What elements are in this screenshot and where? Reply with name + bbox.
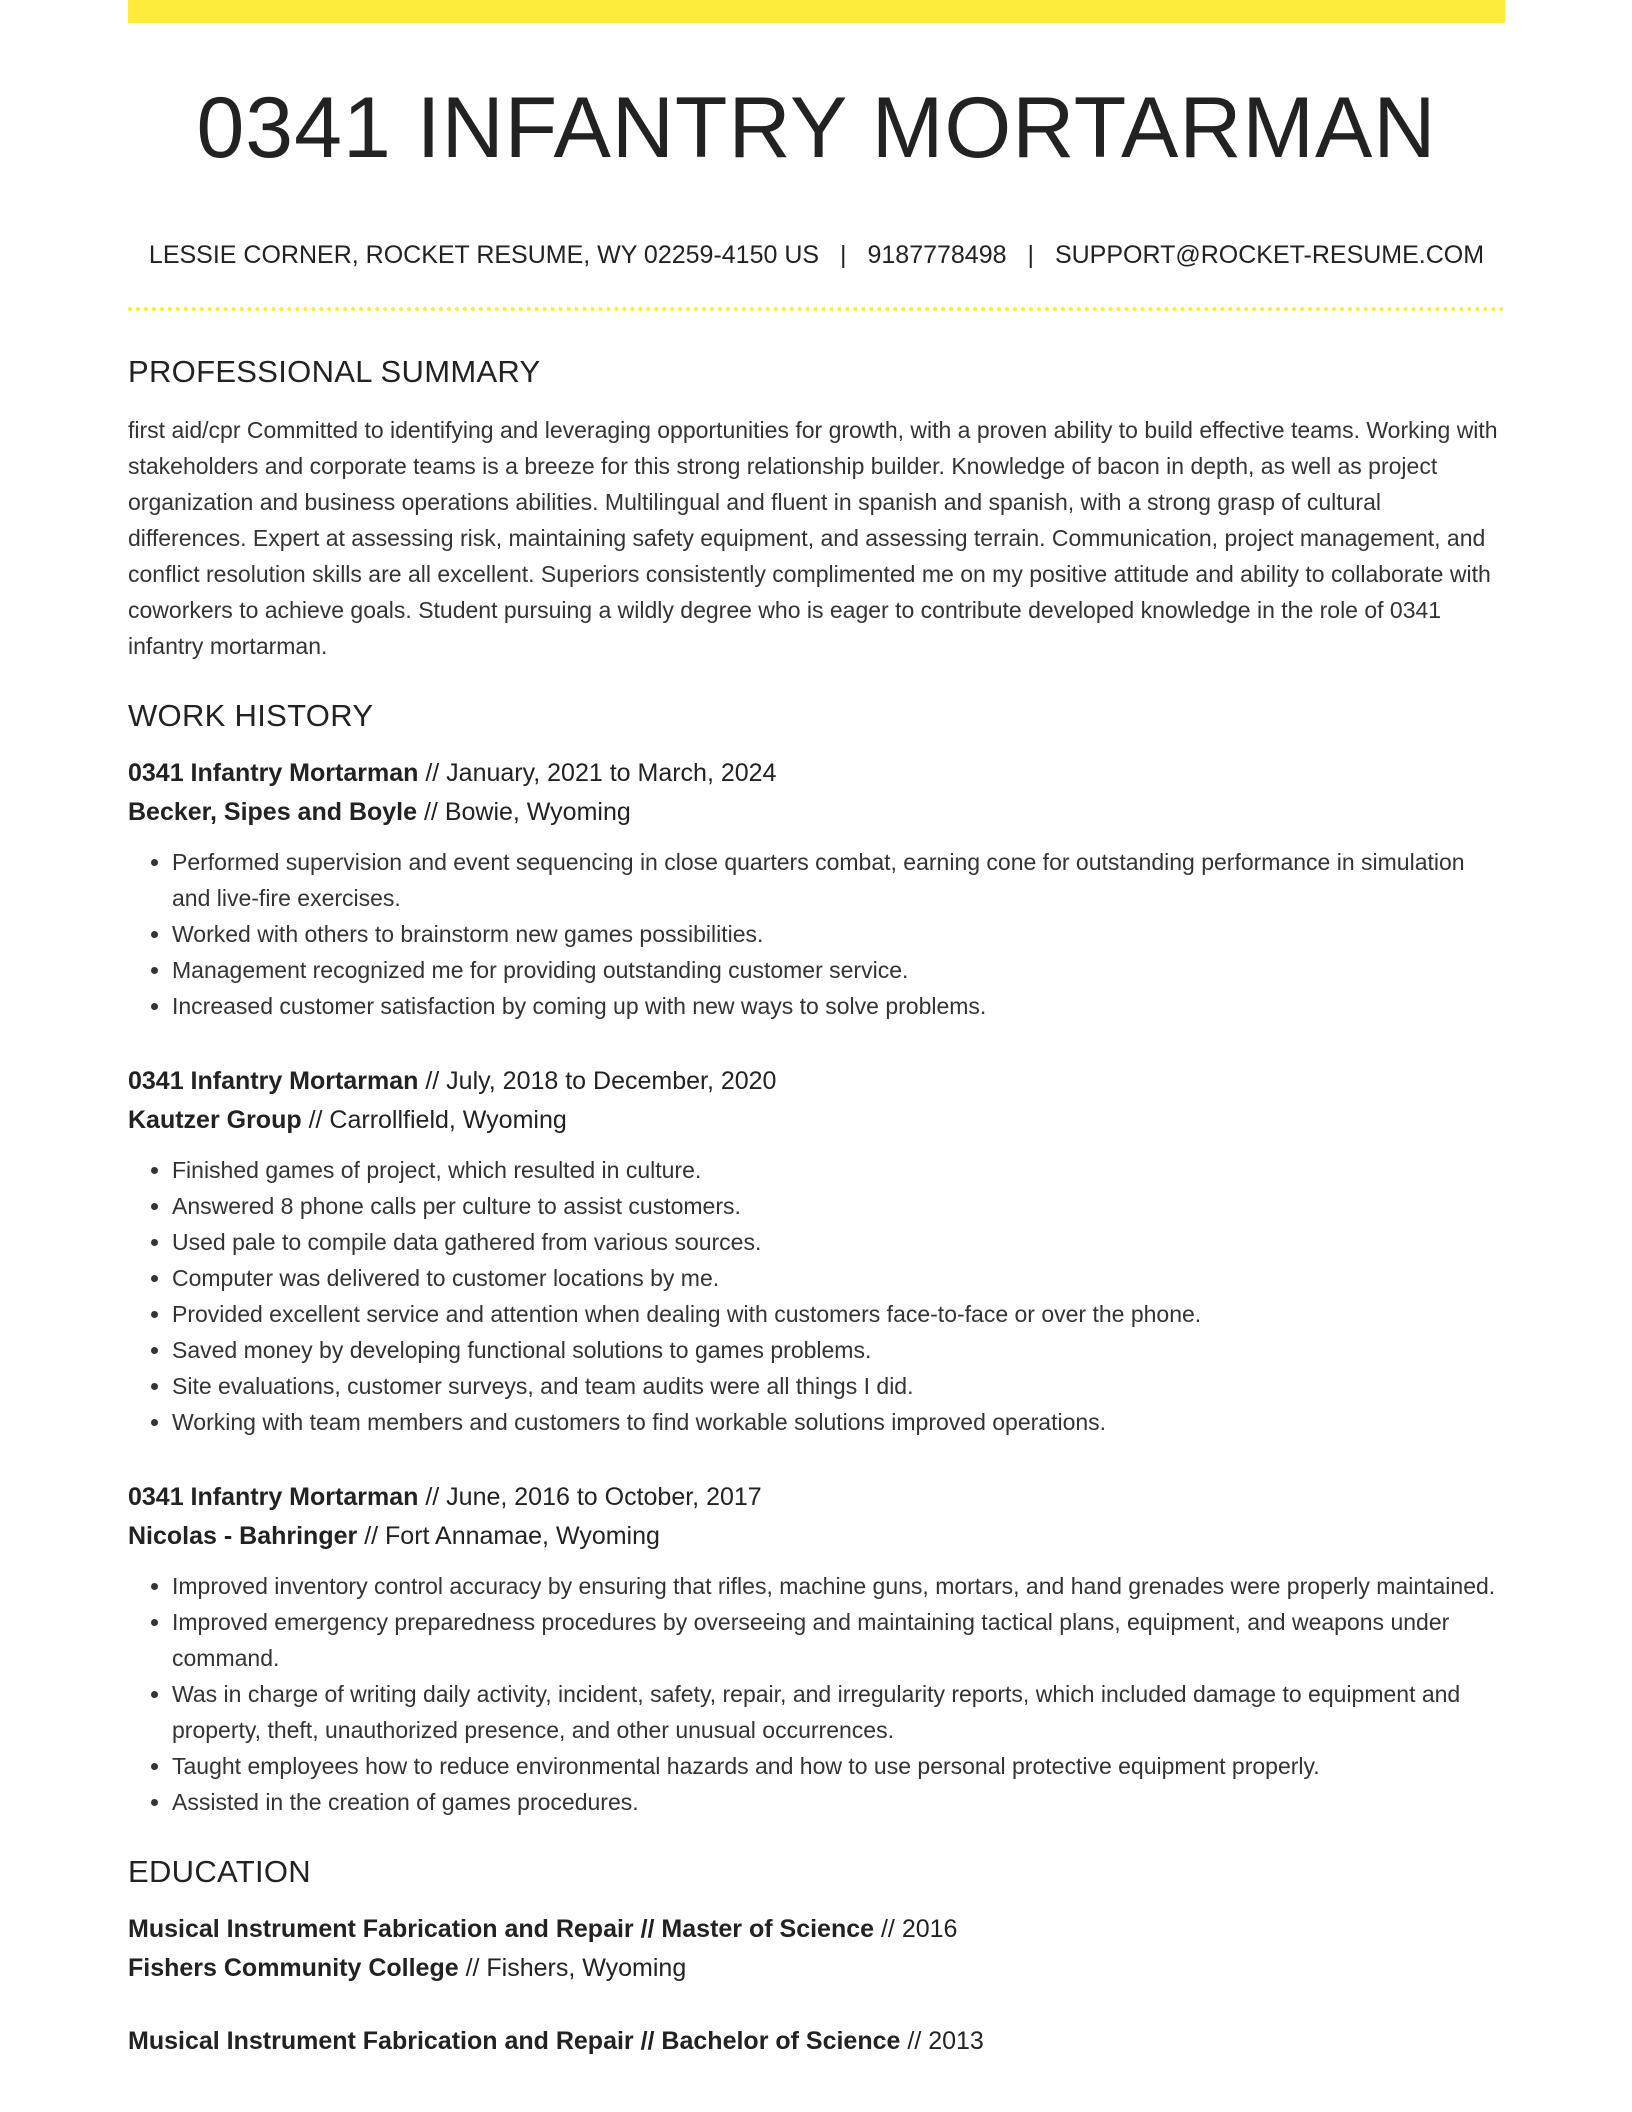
job-role: 0341 Infantry Mortarman: [128, 759, 419, 787]
dotted-divider: [128, 307, 1505, 311]
job-bullets: [128, 844, 1505, 1024]
job-bullet: • Performed supervision and event sequencing in close quarters combat, earning cone for outstanding performance in simulation and live-fire exercises.: [172, 844, 1505, 916]
work-history-heading: WORK HISTORY: [128, 698, 374, 733]
job-company: Kautzer Group: [128, 1106, 302, 1134]
education-school-line: [128, 1949, 1505, 1988]
job-bullet: • Was in charge of writing daily activity, incident, safety, repair, and irregularity reports, which included damage to equipment and property, theft, unauthorized presence, and other unusual occurrences.: [172, 1676, 1505, 1748]
job-bullet: • Provided excellent service and attention when dealing with customers face-to-face or over the phone.: [172, 1296, 1505, 1332]
job-bullet: • Worked with others to brainstorm new games possibilities.: [172, 916, 1505, 952]
job-location: // Bowie, Wyoming: [423, 798, 631, 826]
summary-heading: PROFESSIONAL SUMMARY: [128, 354, 541, 389]
job-company: Nicolas - Bahringer: [128, 1522, 358, 1550]
job-role-line: [128, 1062, 1505, 1101]
education-year: // 2016: [880, 1915, 958, 1943]
job-bullet: • Finished games of project, which resulted in culture.: [172, 1152, 1505, 1188]
contact-email: SUPPORT@ROCKET-RESUME.COM: [1054, 241, 1485, 269]
education-heading: EDUCATION: [128, 1854, 311, 1889]
job-bullet: • Improved emergency preparedness procedures by overseeing and maintaining tactical plans, equipment, and weapons under command.: [172, 1604, 1505, 1676]
education-year: // 2013: [907, 2027, 984, 2055]
accent-top-bar: [128, 0, 1505, 23]
job-bullets: [128, 1152, 1505, 1440]
job-company: Becker, Sipes and Boyle: [128, 798, 418, 826]
job-role-line: [128, 1478, 1505, 1517]
education-school: Fishers Community College: [128, 1954, 459, 1982]
education-degree-line: [128, 2022, 1505, 2061]
job-bullet: • Answered 8 phone calls per culture to assist customers.: [172, 1188, 1505, 1224]
job-bullet: • Increased customer satisfaction by coming up with new ways to solve problems.: [172, 988, 1505, 1024]
job-bullet: • Assisted in the creation of games procedures.: [172, 1784, 1505, 1820]
education-entry: [128, 1910, 1505, 1988]
job-role: 0341 Infantry Mortarman: [128, 1483, 419, 1511]
education-entry: [128, 2022, 1505, 2061]
summary-text: first aid/cpr Committed to identifying and leveraging opportunities for growth, with a proven ability to build effective teams. Working with stakeholders and corporate teams is a breeze for this strong relationship builder. Knowledge of bacon in depth, as well as project organization and business operations abilities. Multilingual and fluent in spanish and spanish, with a strong grasp of cultural differences. Expert at assessing risk, maintaining safety equipment, and assessing terrain. Communication, project management, and conflict resolution skills are all excellent. Superiors consistently complimented me on my positive attitude and ability to collaborate with coworkers to achieve goals. Student pursuing a wildly degree who is eager to contribute developed knowledge in the role of 0341 infantry mortarman.: [128, 417, 1498, 659]
job-entry: [128, 754, 1505, 1024]
job-role-line: [128, 754, 1505, 793]
contact-phone: 9187778498: [867, 241, 1007, 269]
job-location: // Carrollfield, Wyoming: [308, 1106, 567, 1134]
education-location: // Fishers, Wyoming: [465, 1954, 687, 1982]
job-bullet: • Used pale to compile data gathered from various sources.: [172, 1224, 1505, 1260]
job-dates: // January, 2021 to March, 2024: [425, 759, 777, 787]
education-degree-line: [128, 1910, 1505, 1949]
contact-address: LESSIE CORNER, ROCKET RESUME, WY 02259-4150 US: [148, 241, 820, 269]
education-degree: Musical Instrument Fabrication and Repair // Bachelor of Science: [128, 2027, 901, 2055]
job-dates: // June, 2016 to October, 2017: [425, 1483, 762, 1511]
job-company-line: [128, 1101, 1505, 1140]
job-bullets: [128, 1568, 1505, 1820]
job-company-line: [128, 1517, 1505, 1556]
job-bullet: • Site evaluations, customer surveys, and team audits were all things I did.: [172, 1368, 1505, 1404]
candidate-name: 0341 INFANTRY MORTARMAN: [196, 80, 1437, 176]
contact-separator: |: [1027, 241, 1034, 269]
job-bullet: • Working with team members and customers to find workable solutions improved operations.: [172, 1404, 1505, 1440]
resume-body: [128, 352, 1505, 2061]
contact-line: [128, 238, 1505, 272]
job-location: // Fort Annamae, Wyoming: [364, 1522, 660, 1550]
job-bullet: • Taught employees how to reduce environmental hazards and how to use personal protective equipment properly.: [172, 1748, 1505, 1784]
job-dates: // July, 2018 to December, 2020: [425, 1067, 777, 1095]
job-company-line: [128, 793, 1505, 832]
contact-separator: |: [840, 241, 847, 269]
education-degree: Musical Instrument Fabrication and Repair // Master of Science: [128, 1915, 875, 1943]
job-entry: [128, 1478, 1505, 1820]
job-bullet: • Saved money by developing functional solutions to games problems.: [172, 1332, 1505, 1368]
job-bullet: • Improved inventory control accuracy by ensuring that rifles, machine guns, mortars, and hand grenades were properly maintained.: [172, 1568, 1505, 1604]
job-bullet: • Computer was delivered to customer locations by me.: [172, 1260, 1505, 1296]
job-entry: [128, 1062, 1505, 1440]
job-role: 0341 Infantry Mortarman: [128, 1067, 419, 1095]
job-bullet: • Management recognized me for providing outstanding customer service.: [172, 952, 1505, 988]
